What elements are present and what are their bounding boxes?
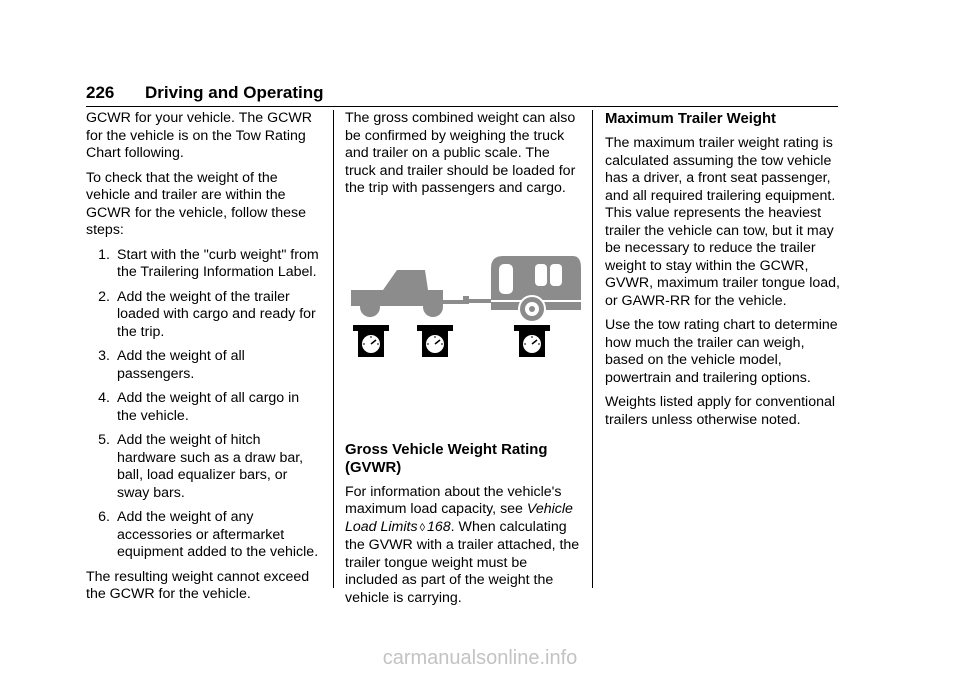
scale-icon (417, 325, 453, 357)
column-right (605, 110, 845, 436)
weights-note-paragraph: Weights listed apply for conventional trailers unless otherwise noted. (605, 394, 836, 428)
step-text: Add the weight of all cargo in the vehicle. (117, 390, 300, 424)
step-text: Add the weight of any accessories or aftermarket equipment added to the vehicle. (117, 509, 319, 560)
list-item (86, 289, 320, 342)
check-intro-paragraph: To check that the weight of the vehicle and trailer are within the GCWR for the vehicle, follow these steps: (86, 169, 306, 238)
step-text: Start with the "curb weight" from the Trailering Information Label. (117, 246, 319, 280)
gvwr-text-after: . When calculating the GVWR with a trailer attached, the trailer tongue weight must be included as part of the weight the vehicle is carrying. (345, 518, 580, 606)
column-divider (333, 110, 334, 588)
page-reference-icon: ◊ (419, 521, 425, 534)
conclusion-paragraph: The resulting weight cannot exceed the GCWR for the vehicle. (86, 568, 310, 602)
scale-paragraph: The gross combined weight can also be confirmed by weighing the truck and trailer on a public scale. The truck and trailer should be loaded for the trip with passengers and cargo. (345, 110, 576, 196)
truck-trailer-illustration (345, 250, 585, 418)
truck-trailer-scale-illustration (345, 250, 585, 418)
hitch-icon (443, 296, 491, 304)
intro-paragraph: GCWR for your vehicle. The GCWR for the vehicle is on the Tow Rating Chart following. (86, 110, 312, 161)
steps-list (86, 247, 320, 562)
page-number: 226 (86, 83, 115, 102)
vehicle-load-limits-link[interactable]: Vehicle Load Limits (345, 501, 573, 535)
camper-trailer-icon (491, 256, 581, 322)
scale-icon (353, 325, 389, 357)
step-text: Add the weight of hitch hardware such as a draw bar, ball, load equalizer bars, or sway bars. (117, 432, 304, 501)
column-divider (592, 110, 593, 588)
tow-chart-paragraph: Use the tow rating chart to determine how much the trailer can weigh, based on the vehicle model, powertrain and trailering options. (605, 317, 838, 386)
step-number: 6. (98, 509, 110, 525)
max-trailer-weight-heading: Maximum Trailer Weight (605, 111, 777, 127)
section-title: Driving and Operating (145, 83, 324, 102)
list-item (86, 348, 320, 383)
step-number: 2. (98, 288, 110, 305)
scale-icon (514, 325, 550, 357)
step-number: 1. (98, 246, 110, 263)
step-number: 4. (98, 390, 110, 406)
page-header (86, 82, 838, 107)
column-left (86, 110, 320, 611)
list-item (86, 432, 320, 502)
list-item (86, 390, 320, 425)
watermark: carmanualsonline.info (382, 647, 578, 669)
max-weight-paragraph: The maximum trailer weight rating is calculated assuming the tow vehicle has a driver, a front seat passenger, and all required trailering equipment. This value represents the heaviest trailer the vehicle can tow, but it may be necessary to reduce the trailer weight to stay within the GCWR, GVWR, maximum trailer tongue load, or GAWR-RR for the vehicle. (605, 135, 840, 309)
step-number: 5. (98, 432, 110, 448)
list-item (86, 509, 320, 562)
list-item (86, 247, 320, 282)
gvwr-text-before: For information about the vehicle's maximum load capacity, see (345, 483, 562, 517)
step-number: 3. (98, 348, 110, 364)
step-text: Add the weight of all passengers. (117, 348, 245, 382)
vehicle-load-limits-page[interactable]: 168 (427, 518, 451, 535)
column-middle (345, 110, 581, 614)
gvwr-heading: Gross Vehicle Weight Rating (GVWR) (345, 441, 548, 476)
step-text: Add the weight of the trailer loaded with cargo and ready for the trip. (117, 288, 316, 340)
gvwr-paragraph (345, 484, 581, 608)
